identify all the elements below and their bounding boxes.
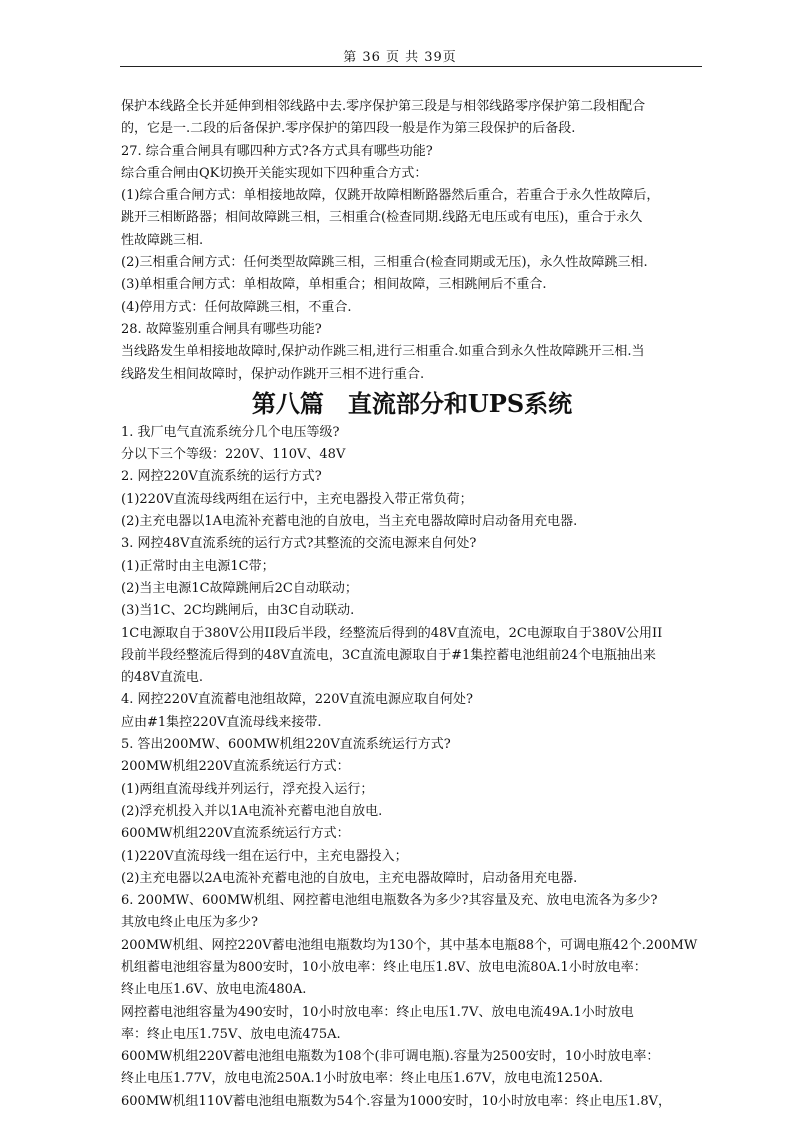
page-header: 第 36 页 共 39页 bbox=[343, 50, 457, 65]
text-line: 线路发生相间故障时，保护动作跳开三相不进行重合. bbox=[121, 366, 425, 382]
text-block-dc-system bbox=[121, 422, 703, 1113]
page-body bbox=[121, 96, 703, 1113]
text-line: 200MW机组220V直流系统运行方式： bbox=[121, 759, 350, 775]
text-line: (2)主充电器以2A电流补充蓄电池的自放电，主充电器故障时，启动备用充电器. bbox=[121, 870, 578, 886]
text-line: 网控蓄电池组容量为490安时，10小时放电率：终止电压1.7V、放电电流49A.1小时放电 bbox=[121, 1004, 634, 1020]
text-line: (3)单相重合闸方式：单相故障，单相重合；相间故障，三相跳闸后不重合. bbox=[121, 277, 547, 293]
text-line: 6. 200MW、600MW机组、网控蓄电池组电瓶数各为多少?其容量及充、放电电流各为多少? bbox=[121, 893, 658, 909]
text-line: 率：终止电压1.75V、放电电流475A. bbox=[121, 1026, 341, 1042]
text-line: 性故障跳三相. bbox=[121, 232, 204, 248]
text-line: 段前半段经整流后得到的48V直流电，3C直流电源取自于#1集控蓄电池组前24个电瓶抽出来 bbox=[121, 647, 656, 663]
text-line: 跳开三相断路器；相间故障跳三相，三相重合(检查同期.线路无电压或有电压)，重合于永久 bbox=[121, 210, 643, 226]
text-line: 其放电终止电压为多少? bbox=[121, 915, 258, 931]
text-line: 600MW机组110V蓄电池组电瓶数为54个.容量为1000安时，10小时放电率：终止电压1.8V， bbox=[121, 1093, 672, 1109]
text-line: (2)三相重合闸方式：任何类型故障跳三相，三相重合(检查同期或无压)，永久性故障跳三相. bbox=[121, 255, 648, 271]
text-line: (2)浮充机投入并以1A电流补充蓄电池自放电. bbox=[121, 803, 383, 819]
text-line: (2)当主电源1C故障跳闸后2C自动联动； bbox=[121, 580, 358, 596]
text-line: 综合重合闸由QK切换开关能实现如下四种重合方式： bbox=[121, 165, 428, 181]
text-line: 终止电压1.77V，放电电流250A.1小时放电率：终止电压1.67V，放电电流1250A. bbox=[121, 1071, 603, 1087]
text-line: 600MW机组220V蓄电池组电瓶数为108个(非可调电瓶).容量为2500安时，10小时放电率： bbox=[121, 1049, 660, 1065]
text-line: (1)综合重合闸方式：单相接地故障，仅跳开故障相断路器然后重合，若重合于永久性故障后， bbox=[121, 188, 660, 204]
header-divider bbox=[120, 66, 702, 67]
text-line: 当线路发生单相接地故障时,保护动作跳三相,进行三相重合.如重合到永久性故障跳开三相.当 bbox=[121, 344, 645, 360]
text-line: (1)正常时由主电源1C带； bbox=[121, 558, 275, 574]
section-title: 第八篇 直流部分和UPS系统 bbox=[251, 388, 573, 418]
text-line: 3. 网控48V直流系统的运行方式?其整流的交流电源来自何处? bbox=[121, 536, 477, 552]
text-line: 分以下三个等级：220V、110V、48V bbox=[121, 447, 346, 463]
text-line: 应由#1集控220V直流母线来接带. bbox=[121, 714, 322, 730]
text-block-protection bbox=[121, 96, 703, 386]
text-line: (1)两组直流母线并列运行，浮充投入运行； bbox=[121, 781, 374, 797]
text-line: 保护本线路全长并延伸到相邻线路中去.零序保护第三段是与相邻线路零序保护第二段相配合 bbox=[121, 99, 646, 114]
text-line: (2)主充电器以1A电流补充蓄电池的自放电，当主充电器故障时启动备用充电器. bbox=[121, 514, 578, 530]
text-line: 机组蓄电池组容量为800安时，10小放电率：终止电压1.8V、放电电流80A.1小时放电率： bbox=[121, 959, 647, 975]
text-line: 的，它是一.二段的后备保护.零序保护的第四段一般是作为第三段保护的后备段. bbox=[121, 121, 576, 137]
text-line: (1)220V直流母线一组在运行中，主充电器投入； bbox=[121, 848, 408, 864]
text-line: 2. 网控220V直流系统的运行方式? bbox=[121, 469, 322, 485]
text-line: (3)当1C、2C均跳闸后，由3C自动联动. bbox=[121, 603, 355, 619]
text-line: 28. 故障鉴别重合闸具有哪些功能? bbox=[121, 321, 322, 337]
text-line: (4)停用方式：任何故障跳三相，不重合. bbox=[121, 299, 352, 315]
text-line: 27. 综合重合闸具有哪四种方式?各方式具有哪些功能? bbox=[121, 143, 433, 159]
text-line: 200MW机组、网控220V蓄电池组电瓶数均为130个，其中基本电瓶88个，可调电瓶42个.200MW bbox=[121, 937, 698, 953]
text-line: 600MW机组220V直流系统运行方式： bbox=[121, 826, 350, 842]
text-line: (1)220V直流母线两组在运行中，主充电器投入带正常负荷； bbox=[121, 491, 473, 507]
text-line: 1C电源取自于380V公用II段后半段，经整流后得到的48V直流电，2C电源取自于380V公用II bbox=[121, 625, 663, 641]
text-line: 1. 我厂电气直流系统分几个电压等级? bbox=[121, 424, 340, 440]
text-line: 5. 答出200MW、600MW机组220V直流系统运行方式? bbox=[121, 737, 451, 753]
text-line: 4. 网控220V直流蓄电池组故障，220V直流电源应取自何处? bbox=[121, 692, 473, 708]
text-line: 的48V直流电. bbox=[121, 670, 204, 686]
text-line: 终止电压1.6V、放电电流480A. bbox=[121, 982, 307, 998]
